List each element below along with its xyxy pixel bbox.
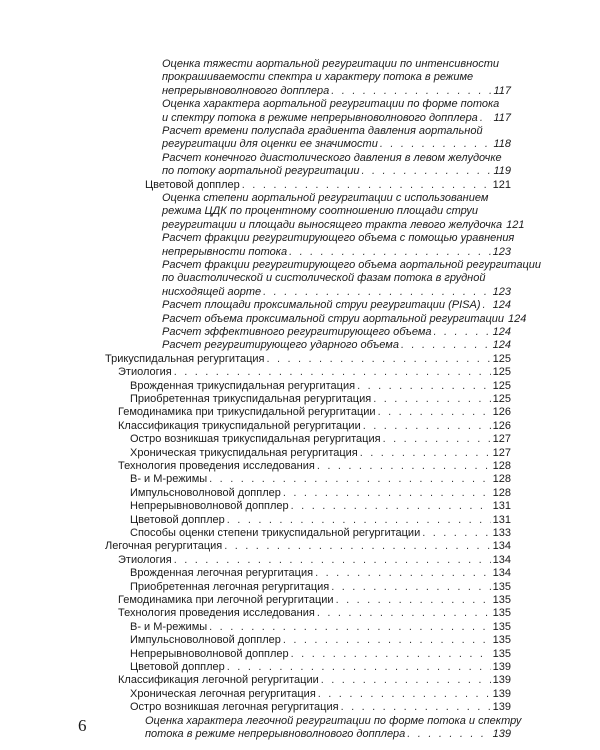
- toc-entry-title: B- и M-режимы: [130, 620, 208, 633]
- dot-leader: [283, 487, 491, 500]
- dot-leader: [357, 380, 491, 393]
- dot-leader: [434, 326, 491, 339]
- dot-leader: [242, 179, 491, 192]
- toc-entry[interactable]: [162, 326, 511, 339]
- toc-page-number: 118: [493, 138, 511, 151]
- toc-entry-title: Хроническая легочная регургитация: [130, 687, 316, 700]
- toc-entry-title: Расчет регургитирующего ударного объема: [162, 339, 399, 352]
- dot-leader: [407, 728, 490, 741]
- dot-leader: [291, 648, 491, 661]
- toc-entry-title: Расчет конечного диастолического давления в левом желудочке: [162, 151, 502, 164]
- toc-entry[interactable]: [130, 648, 511, 661]
- toc-entry-title: непрерывноволнового допплера: [162, 84, 330, 97]
- toc-entry-title: Оценка характера аортальной регургитации по форме потока: [162, 98, 500, 111]
- toc-entry-title: Врожденная легочная регургитация: [130, 567, 314, 580]
- toc-entry-title: Легочная регургитация: [105, 540, 223, 553]
- toc-entry-title: и спектру потока в режиме непрерывноволнового допплера: [162, 111, 478, 124]
- toc-entry[interactable]: [130, 621, 511, 634]
- toc-entry[interactable]: [130, 380, 511, 393]
- toc-entry-title: Этиология: [118, 553, 172, 566]
- toc-entry[interactable]: [130, 433, 511, 446]
- dot-leader: [227, 514, 491, 527]
- toc-page-number: 133: [492, 526, 511, 539]
- toc-entry[interactable]: [162, 258, 541, 299]
- toc-entry-title: непрерывности потока: [162, 245, 288, 258]
- dot-leader: [224, 540, 490, 553]
- dot-leader: [383, 433, 491, 446]
- toc-entry-title: Непрерывноволновой допплер: [130, 500, 289, 513]
- toc-page-number: 127: [492, 446, 511, 459]
- toc-entry-title: по диастолической и систолической фазам потока в грудной: [162, 272, 486, 285]
- toc-entry[interactable]: [105, 353, 511, 366]
- toc-entry-title: Импульсноволновой допплер: [130, 634, 281, 647]
- toc-entry-title: регургитации для оценки ее значимости: [162, 138, 378, 151]
- toc-page-number: 128: [492, 459, 511, 472]
- dot-leader: [283, 634, 491, 647]
- toc-entry[interactable]: [162, 191, 525, 232]
- dot-leader: [363, 420, 491, 433]
- dot-leader: [174, 554, 491, 567]
- dot-leader: [315, 567, 491, 580]
- toc-entry-title: Оценка тяжести аортальной регургитации по интенсивности: [162, 57, 500, 70]
- toc-entry-title: Расчет времени полуспада градиента давления аортальной: [162, 124, 483, 137]
- toc-entry-title: Расчет объема проксимальной струи аортальной регургитации: [162, 312, 505, 325]
- dot-leader: [483, 299, 491, 312]
- toc-entry-title: Технология проведения исследования: [118, 459, 315, 472]
- dot-leader: [317, 607, 491, 620]
- toc-entry[interactable]: [162, 339, 511, 352]
- dot-leader: [317, 460, 491, 473]
- toc-entry-title: Гемодинамика при легочной регургитации: [118, 593, 334, 606]
- dot-leader: [362, 165, 492, 178]
- toc-page-number: 123: [492, 285, 511, 298]
- toc-page-number: 125: [492, 379, 511, 392]
- toc-page-number: 128: [492, 486, 511, 499]
- toc-entry[interactable]: [118, 554, 511, 567]
- toc-page-number: 131: [492, 500, 511, 513]
- toc-page-number: 125: [492, 392, 511, 405]
- toc-entry-title: Способы оценки степени трикуспидальной регургитации: [130, 526, 421, 539]
- toc-page-number: 139: [492, 674, 511, 687]
- toc-entry-title: Классификация легочной регургитации: [118, 674, 319, 687]
- toc-page-number: 135: [492, 647, 511, 660]
- toc-entry-title: Трикуспидальная регургитация: [105, 352, 265, 365]
- dot-leader: [331, 581, 490, 594]
- toc-entry-title: Хроническая трикуспидальная регургитация: [130, 446, 358, 459]
- toc-page-number: 124: [508, 312, 527, 325]
- dot-leader: [227, 661, 491, 674]
- toc-entry-title: прокрашиваемости спектра и характеру потока в режиме: [162, 71, 474, 84]
- toc-entry[interactable]: [130, 500, 511, 513]
- toc-entry-title: Непрерывноволновой допплер: [130, 647, 289, 660]
- toc-entry[interactable]: [130, 447, 511, 460]
- toc-entry-title: Остро возникшая трикуспидальная регургитация: [130, 433, 381, 446]
- toc-page-number: 119: [493, 165, 511, 178]
- toc-page-number: 139: [492, 727, 511, 740]
- toc-page-number: 124: [492, 299, 511, 312]
- toc-page-number: 135: [492, 634, 511, 647]
- toc-entry[interactable]: [118, 420, 511, 433]
- toc-entry[interactable]: [145, 714, 522, 742]
- dot-leader: [318, 688, 491, 701]
- toc-entry-title: режима ЦДК по процентному соотношению площади струи: [162, 205, 479, 218]
- dot-leader: [263, 286, 490, 299]
- dot-leader: [331, 85, 491, 98]
- toc-page-number: 117: [493, 84, 511, 97]
- dot-leader: [373, 393, 490, 406]
- dot-leader: [341, 701, 491, 714]
- toc-page-number: 124: [492, 325, 511, 338]
- dot-leader: [209, 621, 490, 634]
- dot-leader: [378, 406, 491, 419]
- toc-entry-title: Этиология: [118, 366, 172, 379]
- toc-page-number: 128: [492, 473, 511, 486]
- toc-entry-title: Остро возникшая легочная регургитация: [130, 701, 339, 714]
- toc-entry-title: Расчет фракции регургитирующего объема аортальной регургитации: [162, 258, 541, 271]
- toc-entry-title: Расчет эффективного регургитирующего объема: [162, 325, 432, 338]
- toc-entry[interactable]: [130, 661, 511, 674]
- toc-entry-title: Приобретенная легочная регургитация: [130, 580, 330, 593]
- toc-page-number: 135: [492, 607, 511, 620]
- toc-page-number: 135: [492, 593, 511, 606]
- toc-page-number: 127: [492, 433, 511, 446]
- toc-entry[interactable]: [162, 58, 511, 98]
- toc-entry-title: Классификация трикуспидальной регургитации: [118, 419, 361, 432]
- toc-page-number: 125: [492, 352, 511, 365]
- dot-leader: [380, 138, 492, 151]
- toc-entry-title: по потоку аортальной регургитации: [162, 165, 360, 178]
- toc-page-number: 135: [492, 620, 511, 633]
- toc-entry-title: регургитации и площади выносящего тракта левого желудочка: [162, 218, 503, 231]
- toc-page-number: 139: [492, 701, 511, 714]
- toc-entry-title: Оценка степени аортальной регургитации с использованием: [162, 191, 489, 204]
- toc-entry[interactable]: [145, 179, 511, 192]
- toc-page-number: 131: [492, 513, 511, 526]
- toc-entry-title: Технология проведения исследования: [118, 607, 315, 620]
- toc-page-number: 139: [492, 660, 511, 673]
- toc-page-number: 134: [492, 553, 511, 566]
- toc-entry[interactable]: [105, 540, 511, 553]
- toc-entry[interactable]: [162, 98, 511, 125]
- toc-entry-title: Импульсноволновой допплер: [130, 486, 281, 499]
- toc-entry-title: Оценка характера легочной регургитации по форме потока и спектру: [145, 714, 522, 727]
- toc-entry[interactable]: [130, 567, 511, 580]
- toc-entry[interactable]: [130, 514, 511, 527]
- toc-page-number: 139: [492, 687, 511, 700]
- dot-leader: [209, 473, 490, 486]
- toc-entry[interactable]: [130, 688, 511, 701]
- toc-entry[interactable]: [162, 312, 527, 326]
- toc-entry-title: нисходящей аорте: [162, 285, 262, 298]
- toc-entry-title: Гемодинамика при трикуспидальной регургитации: [118, 406, 376, 419]
- dot-leader: [267, 353, 491, 366]
- toc-page-number: 126: [492, 419, 511, 432]
- toc-entry[interactable]: [118, 594, 511, 607]
- dot-leader: [336, 594, 491, 607]
- toc-entry[interactable]: [130, 581, 511, 594]
- toc-entry-title: потока в режиме непрерывноволнового допплера: [145, 727, 406, 740]
- toc-entry-title: Цветовой допплер: [130, 513, 225, 526]
- dot-leader: [360, 447, 491, 460]
- toc-page-number: 124: [492, 339, 511, 352]
- toc-entry[interactable]: [130, 634, 511, 647]
- toc-page-number: 123: [492, 245, 511, 258]
- toc-entry[interactable]: [130, 487, 511, 500]
- toc-entry[interactable]: [118, 406, 511, 419]
- dot-leader: [480, 112, 492, 125]
- toc-page-number: 135: [492, 580, 511, 593]
- toc-entry[interactable]: [118, 366, 511, 379]
- toc-entry[interactable]: [130, 701, 511, 714]
- dot-leader: [289, 246, 491, 259]
- toc-entry-title: Врожденная трикуспидальная регургитация: [130, 379, 356, 392]
- toc-entry[interactable]: [118, 674, 511, 687]
- toc-entry[interactable]: [162, 125, 511, 152]
- dot-leader: [401, 339, 491, 352]
- toc-entry[interactable]: [130, 527, 511, 540]
- toc-page-number: 125: [492, 366, 511, 379]
- dot-leader: [321, 674, 491, 687]
- toc-entry[interactable]: [162, 299, 511, 312]
- dot-leader: [422, 527, 490, 540]
- toc-entry-title: Цветовой допплер: [130, 660, 225, 673]
- toc-page-number: 134: [492, 540, 511, 553]
- dot-leader: [174, 366, 491, 379]
- toc-entry[interactable]: [162, 232, 515, 259]
- toc-entry-title: Цветовой допплер: [145, 178, 240, 191]
- toc-page-number: 121: [506, 218, 525, 231]
- toc-entry-title: B- и M-режимы: [130, 473, 208, 486]
- toc-page-number: 117: [493, 111, 511, 124]
- toc-entry-title: Приобретенная трикуспидальная регургитация: [130, 392, 372, 405]
- toc-entry-title: Расчет площади проксимальной струи регургитации (PISA): [162, 299, 481, 312]
- toc-entry[interactable]: [118, 460, 511, 473]
- toc-page-number: 121: [492, 178, 511, 191]
- toc-entry-title: Расчет фракции регургитирующего объема с помощью уравнения: [162, 232, 515, 245]
- toc-entry[interactable]: [130, 473, 511, 486]
- dot-leader: [291, 500, 491, 513]
- toc-entry[interactable]: [118, 607, 511, 620]
- toc-entry[interactable]: [162, 152, 511, 179]
- toc-entry[interactable]: [130, 393, 511, 406]
- page-number: 6: [78, 716, 87, 735]
- toc-page-number: 134: [492, 567, 511, 580]
- toc-page-number: 126: [492, 406, 511, 419]
